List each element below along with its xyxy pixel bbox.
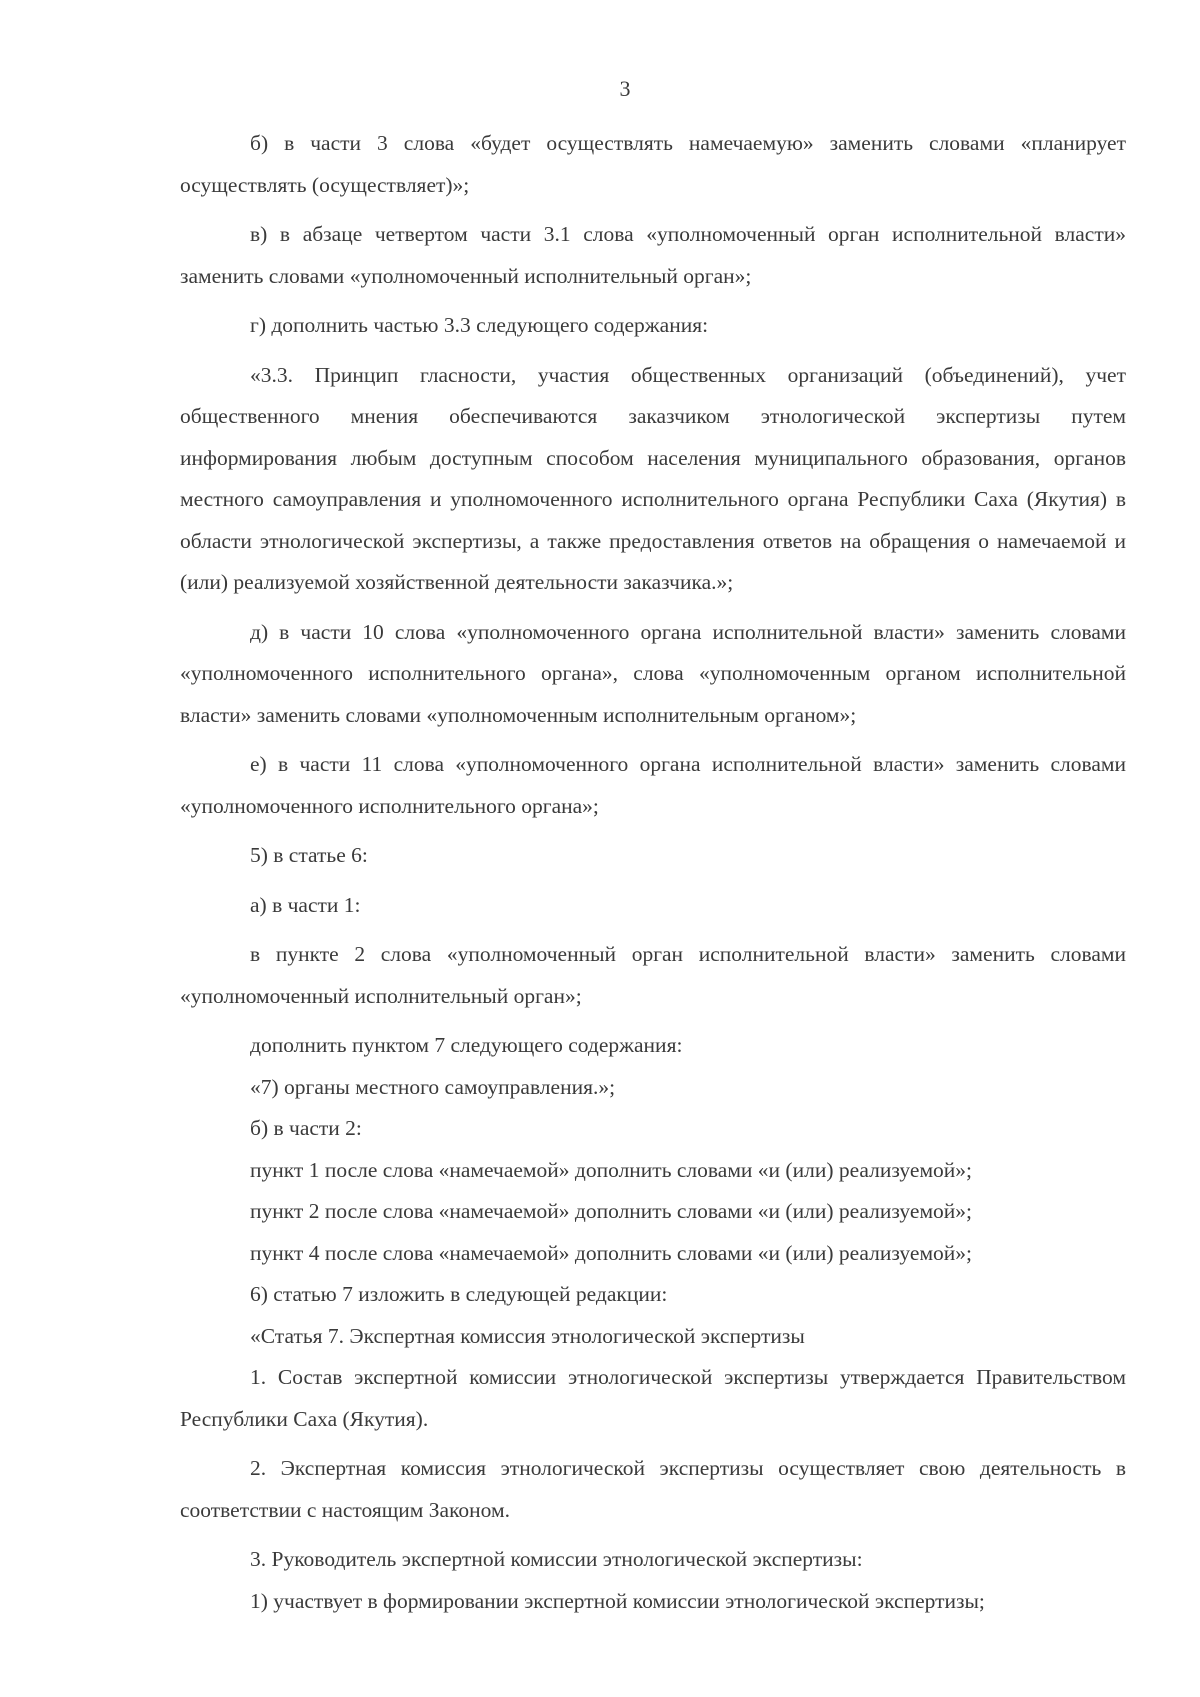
paragraph: пункт 4 после слова «намечаемой» дополнить словами «и (или) реализуемой»; [250, 1240, 973, 1265]
paragraph: «Статья 7. Экспертная комиссия этнологической экспертизы [250, 1323, 805, 1348]
document-body [180, 123, 1126, 1622]
paragraph: «7) органы местного самоуправления.»; [250, 1074, 616, 1099]
paragraph: б) в части 3 слова «будет осуществлять намечаемую» заменить словами «планирует осуществлять (осуществляет)»; [180, 131, 1126, 197]
paragraph: е) в части 11 слова «уполномоченного органа исполнительной власти» заменить словами «уполномоченного исполнительного органа»; [180, 752, 1126, 818]
paragraph: «3.3. Принцип гласности, участия общественных организаций (объединений), учет общественного мнения обеспечиваются заказчиком этнологической экспертизы путем информирования любым доступным способом населения муниципального образования, органов местного самоуправления и уполномоченного исполнительного органа Республики Саха (Якутия) в области этнологической экспертизы, а также предоставления ответов на обращения о намечаемой и (или) реализуемой хозяйственной деятельности заказчика.»; [180, 362, 1126, 594]
paragraph: в пункте 2 слова «уполномоченный орган исполнительной власти» заменить словами «уполномоченный исполнительный орган»; [180, 942, 1126, 1008]
page-number: 3 [619, 76, 631, 101]
paragraph: б) в части 2: [250, 1116, 362, 1140]
paragraph: 3. Руководитель экспертной комиссии этнологической экспертизы: [250, 1547, 863, 1571]
paragraph: 2. Экспертная комиссия этнологической экспертизы осуществляет свою деятельность в соответствии с настоящим Законом. [180, 1456, 1126, 1522]
paragraph: г) дополнить частью 3.3 следующего содержания: [250, 313, 709, 337]
paragraph: 5) в статье 6: [250, 843, 368, 867]
paragraph: д) в части 10 слова «уполномоченного органа исполнительной власти» заменить словами «уполномоченного исполнительного органа», слова «уполномоченным органом исполнительной власти» заменить словами «уполномоченным исполнительным органом»; [180, 619, 1126, 727]
paragraph: пункт 1 после слова «намечаемой» дополнить словами «и (или) реализуемой»; [250, 1157, 973, 1182]
paragraph: 6) статью 7 изложить в следующей редакции: [250, 1282, 668, 1306]
paragraph: в) в абзаце четвертом части 3.1 слова «уполномоченный орган исполнительной власти» заменить словами «уполномоченный исполнительный орган»; [180, 222, 1126, 288]
paragraph: 1. Состав экспертной комиссии этнологической экспертизы утверждается Правительством Республики Саха (Якутия). [180, 1365, 1126, 1431]
paragraph: дополнить пунктом 7 следующего содержания: [250, 1033, 683, 1057]
paragraph: пункт 2 после слова «намечаемой» дополнить словами «и (или) реализуемой»; [250, 1199, 973, 1223]
paragraph: 1) участвует в формировании экспертной комиссии этнологической экспертизы; [250, 1588, 985, 1613]
paragraph: а) в части 1: [250, 892, 361, 917]
